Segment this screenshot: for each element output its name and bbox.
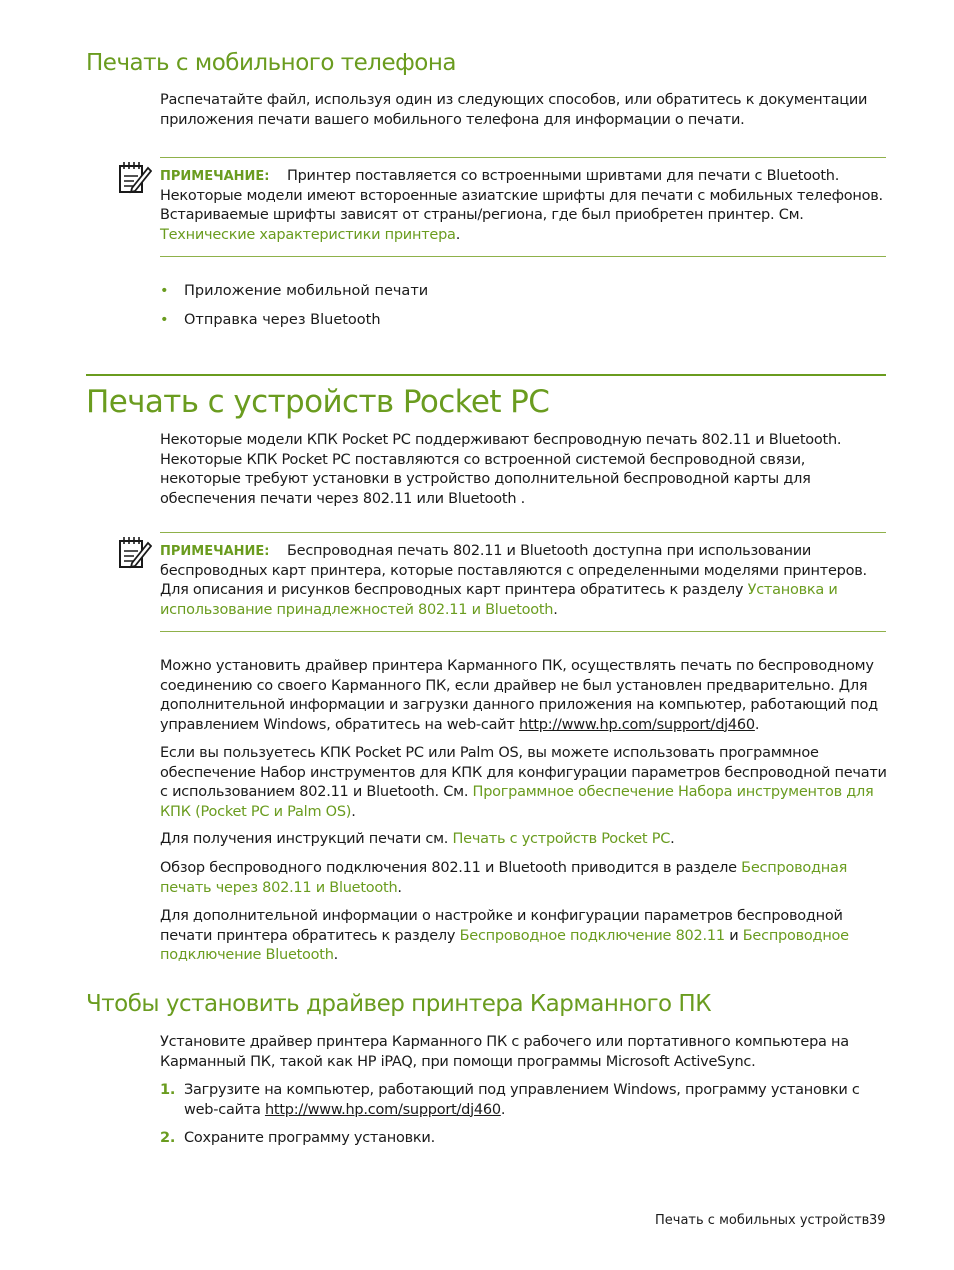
note-end: . bbox=[553, 601, 558, 618]
section-heading-install-driver: Чтобы установить драйвер принтера Карманного ПК bbox=[86, 991, 712, 1017]
note-bottom-rule bbox=[160, 631, 886, 632]
bullet-icon: • bbox=[160, 312, 169, 328]
driver-install-paragraph: Можно установить драйвер принтера Карманного ПК, осуществлять печать по беспроводному соединению со своего Карманного ПК, если драйвер не был установлен предварительно. Для дополнительной информации и загрузки данного приложения на компьютер, работающий под управлением Windows, обратитесь на web-сайт http://www.hp.com/support/dj460. bbox=[160, 658, 878, 733]
link-hp-support-url[interactable]: http://www.hp.com/support/dj460 bbox=[264, 1101, 501, 1118]
section-heading-pocket-pc: Печать с устройств Pocket PC bbox=[86, 384, 550, 420]
install-driver-intro: Установите драйвер принтера Карманного ПК с рабочего или портативного компьютера на Карманный ПК, такой как HP iPAQ, при помощи программы Microsoft ActiveSync. bbox=[160, 1034, 849, 1070]
mobile-intro-paragraph: Распечатайте файл, используя один из следующих способов, или обратитесь к документации приложения печати вашего мобильного телефона для информации о печати. bbox=[160, 92, 868, 128]
step-number: 2. bbox=[160, 1130, 176, 1146]
link-wireless-printing[interactable]: Беспроводная печать через 802.11 и Bluetooth bbox=[160, 860, 848, 896]
section-heading-mobile-phone: Печать с мобильного телефона bbox=[86, 50, 457, 76]
link-toolbox-software[interactable]: Программное обеспечение Набора инструментов для КПК (Pocket PC и Palm OS) bbox=[160, 784, 874, 820]
note-bottom-rule bbox=[160, 256, 886, 257]
note-label: ПРИМЕЧАНИЕ: bbox=[160, 169, 270, 184]
note-label: ПРИМЕЧАНИЕ: bbox=[160, 544, 270, 559]
link-wireless-bluetooth[interactable]: Беспроводное подключение Bluetooth bbox=[160, 927, 849, 963]
note-top-rule bbox=[160, 532, 886, 533]
page-number: 39 bbox=[869, 1213, 886, 1228]
link-wireless-80211[interactable]: Беспроводное подключение 802.11 bbox=[459, 927, 725, 944]
note-end: . bbox=[455, 226, 461, 243]
footer-section-title: Печать с мобильных устройств bbox=[655, 1213, 870, 1228]
note-wireless-cards bbox=[160, 542, 888, 620]
print-instructions-paragraph: Для получения инструкций печати см. Печать с устройств Pocket PC. bbox=[160, 831, 675, 847]
note-icon bbox=[118, 535, 152, 569]
link-tech-specs[interactable]: Технические характеристики принтера bbox=[160, 226, 456, 243]
step-number: 1. bbox=[160, 1082, 176, 1098]
link-accessories-install[interactable]: Установка и использование принадлежностей 802.11 и Bluetooth bbox=[160, 582, 838, 618]
note-icon bbox=[118, 160, 152, 194]
wireless-overview-paragraph: Обзор беспроводного подключения 802.11 и Bluetooth приводится в разделе Беспроводная печать через 802.11 и Bluetooth. bbox=[160, 860, 848, 896]
list-item: 1. Загрузите на компьютер, работающий под управлением Windows, программу установки с web-сайта http://www.hp.com/support/dj460. bbox=[160, 1082, 860, 1118]
link-print-pocket-pc[interactable]: Печать с устройств Pocket PC bbox=[452, 831, 671, 847]
pocket-pc-intro-paragraph: Некоторые модели КПК Pocket PC поддерживают беспроводную печать 802.11 и Bluetooth. Некоторые КПК Pocket PC поставляются со встроенной системой беспроводной связи, некоторые требуют установки в устройство дополнительной беспроводной карты для обеспечения печати через 802.11 или Bluetooth . bbox=[160, 432, 842, 507]
note-text: Беспроводная печать 802.11 и Bluetooth доступна при использовании беспроводных карт принтера, которые поставляются с определенными моделями принтеров. Для описания и рисунков беспроводных карт принтера обратитесь к разделу bbox=[160, 543, 867, 598]
toolbox-paragraph: Если вы пользуетесь КПК Pocket PC или Palm OS, вы можете использовать программное обеспечение Набор инструментов для КПК для конфигурации параметров беспроводной печати с использованием 802.11 и Bluetooth. См. Программное обеспечение Набора инструментов для КПК (Pocket PC и Palm OS). bbox=[160, 745, 887, 820]
note-mobile-fonts bbox=[160, 167, 888, 245]
bullet-icon: • bbox=[160, 283, 169, 299]
note-text: Принтер поставляется со встроенными шривтами для печати с Bluetooth. Некоторые модели имеют встороенные азиатские шрифты для печати с мобильных телефонов. Встариваемые шрифты зависят от страны/региона, где был приобретен принтер. См. bbox=[160, 168, 883, 223]
wireless-config-paragraph: Для дополнительной информации о настройке и конфигурации параметров беспроводной печати принтера обратитесь к разделу Беспроводное подключение 802.11 и Беспроводное подключение Bluetooth. bbox=[160, 908, 849, 963]
section-rule bbox=[86, 374, 886, 376]
link-hp-support-url[interactable]: http://www.hp.com/support/dj460 bbox=[519, 716, 755, 733]
list-item: 2. Сохраните программу установки. bbox=[160, 1129, 872, 1149]
note-top-rule bbox=[160, 157, 886, 158]
